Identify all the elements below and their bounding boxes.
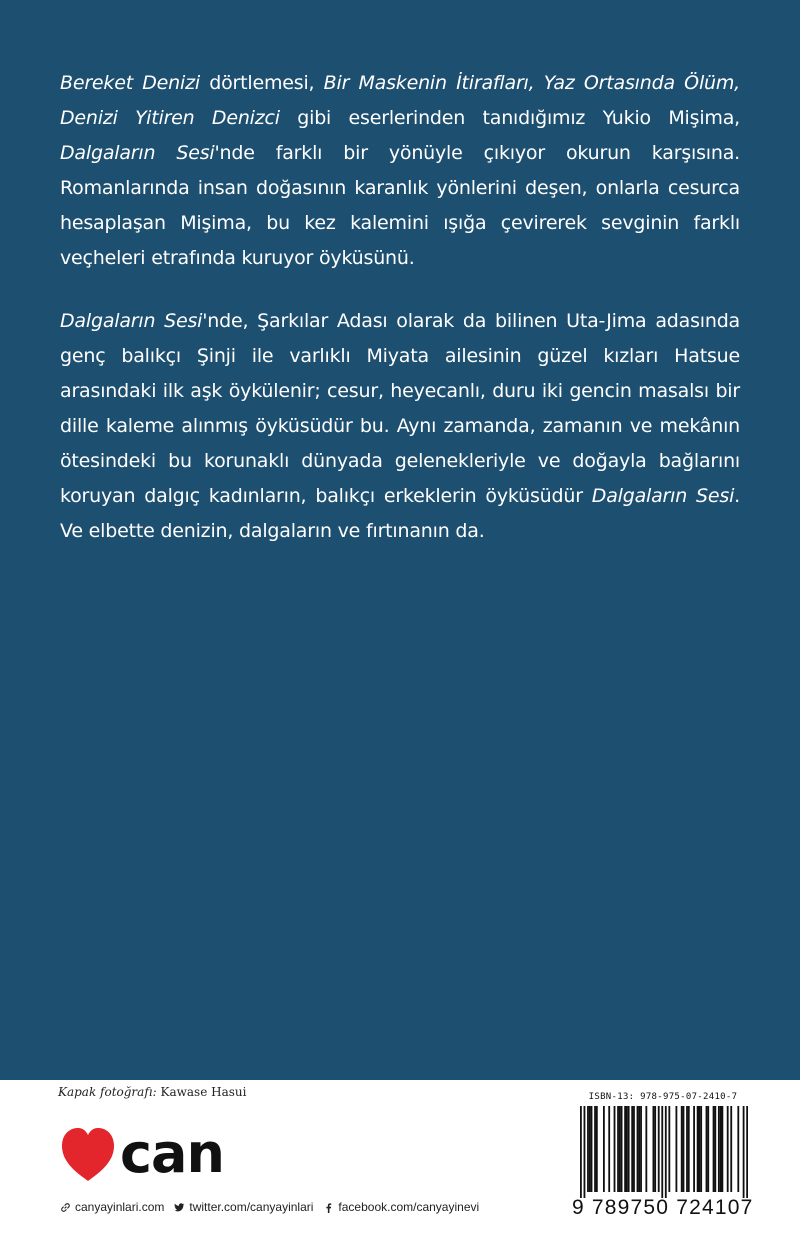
barcode-bar: [631, 1106, 633, 1192]
isbn-label: ISBN-13: 978-975-07-2410-7: [588, 1092, 738, 1102]
logo-wordmark: can: [120, 1122, 224, 1182]
barcode-bar: [640, 1106, 642, 1192]
barcode-bar: [700, 1106, 702, 1192]
credit-label: Kapak fotoğrafı:: [58, 1085, 157, 1099]
barcode-bar: [645, 1106, 647, 1192]
can-publisher-logo: [62, 1122, 262, 1182]
footer-links: [60, 1200, 479, 1214]
barcode-bar: [617, 1106, 619, 1192]
blurb-text: [60, 66, 740, 577]
barcode-bar: [624, 1106, 626, 1192]
italic-title-text: Bereket Denizi: [60, 72, 200, 94]
barcode-bar: [587, 1106, 589, 1192]
barcode-bar: [668, 1106, 670, 1192]
barcode-bar: [665, 1106, 667, 1198]
body-text: gibi eserlerinden tanıdığımız Yukio Mişima,: [279, 107, 740, 129]
barcode-bar: [653, 1106, 655, 1192]
barcode-bar: [594, 1106, 596, 1192]
body-text: dörtlemesi,: [199, 72, 324, 94]
barcode-bar: [654, 1106, 656, 1192]
barcode-bar: [589, 1106, 591, 1192]
barcode-bar: [591, 1106, 593, 1192]
heart-icon: [62, 1128, 114, 1181]
barcode-bar: [603, 1106, 605, 1192]
barcode-bar: [661, 1106, 663, 1198]
barcode-bar: [626, 1106, 628, 1192]
facebook-icon: [323, 1202, 334, 1213]
barcode-bar: [675, 1106, 677, 1192]
barcode-bar: [706, 1106, 708, 1192]
barcode-bar: [714, 1106, 716, 1192]
barcode-bar: [638, 1106, 640, 1192]
barcode-bar: [628, 1106, 630, 1192]
barcode-bar: [614, 1106, 616, 1192]
barcode-bar: [686, 1106, 688, 1192]
italic-title-text: Dalgaların Sesi: [60, 310, 203, 332]
barcode-bar: [637, 1106, 639, 1192]
cover-photo-credit: [58, 1085, 246, 1099]
barcode-bar: [737, 1106, 739, 1192]
barcode-bar: [596, 1106, 598, 1192]
barcode-bar: [721, 1106, 723, 1192]
barcode-bar: [633, 1106, 635, 1192]
blurb-paragraph-1: [60, 66, 740, 276]
barcode-bar: [683, 1106, 685, 1192]
barcode-bar: [580, 1106, 582, 1198]
barcode-bar: [707, 1106, 709, 1192]
barcode-bar: [681, 1106, 683, 1192]
barcode-bar: [608, 1106, 610, 1192]
barcode-bar: [727, 1106, 729, 1192]
body-text: 'nde, Şarkılar Adası olarak da bilinen Uta-Jima adasında genç balıkçı Şinji ile varlıklı Miyata ailesinin güzel kızları Hatsue arasındaki ilk aşk öykülenir; cesur, heyecanlı, duru iki gencin masalsı bir dille kaleme alınmış öyküsüdür bu. Aynı zamanda, zamanın ve mekânın ötesindeki bu korunaklı dünyada gelenekleriyle ve doğayla bağlarını koruyan dalgıç kadınların, balıkçı erkeklerin öyküsüdür: [60, 310, 741, 507]
barcode-bar: [584, 1106, 586, 1198]
barcode-bar: [718, 1106, 720, 1192]
credit-name: Kawase Hasui: [160, 1085, 247, 1099]
barcode-bar: [693, 1106, 695, 1192]
body-text: 'nde farklı bir yönüyle çıkıyor okurun karşısına. Romanlarında insan doğasının karanlık yönlerini deşen, onlarla cesurca hesaplaşan Mişima, bu kez kalemini ışığa çevirerek sevginin farklı veçheleri etrafında kuruyor öyküsünü.: [60, 142, 741, 269]
barcode-bar: [658, 1106, 660, 1192]
website-link[interactable]: canyayinlari.com: [60, 1200, 164, 1214]
barcode-bar: [688, 1106, 690, 1192]
twitter-icon: [174, 1202, 185, 1213]
link-icon: [60, 1202, 71, 1213]
isbn-barcode: [580, 1106, 748, 1198]
barcode-bar: [720, 1106, 722, 1192]
facebook-link[interactable]: facebook.com/canyayinevi: [323, 1200, 479, 1214]
barcode-digits: 9 789750 724107: [572, 1196, 754, 1219]
italic-title-text: Dalgaların Sesi: [60, 142, 215, 164]
barcode-bar: [743, 1106, 745, 1198]
barcode-bar: [697, 1106, 699, 1192]
barcode-bar: [619, 1106, 621, 1192]
barcode-bar: [730, 1106, 732, 1192]
body-text: . Ve elbette denizin, dalgaların ve fırtınanın da.: [60, 485, 740, 542]
italic-title-text: Bir Maskenin İtirafları, Yaz Ortasında Ölüm, Denizi Yitiren Denizci: [60, 72, 741, 129]
italic-title-text: Dalgaların Sesi: [591, 485, 735, 507]
barcode-bar: [713, 1106, 715, 1192]
blurb-paragraph-2: [60, 304, 740, 549]
barcode-bar: [621, 1106, 623, 1192]
barcode-bar: [698, 1106, 700, 1192]
barcode-bar: [746, 1106, 748, 1198]
twitter-link[interactable]: twitter.com/canyayinlari: [174, 1200, 313, 1214]
